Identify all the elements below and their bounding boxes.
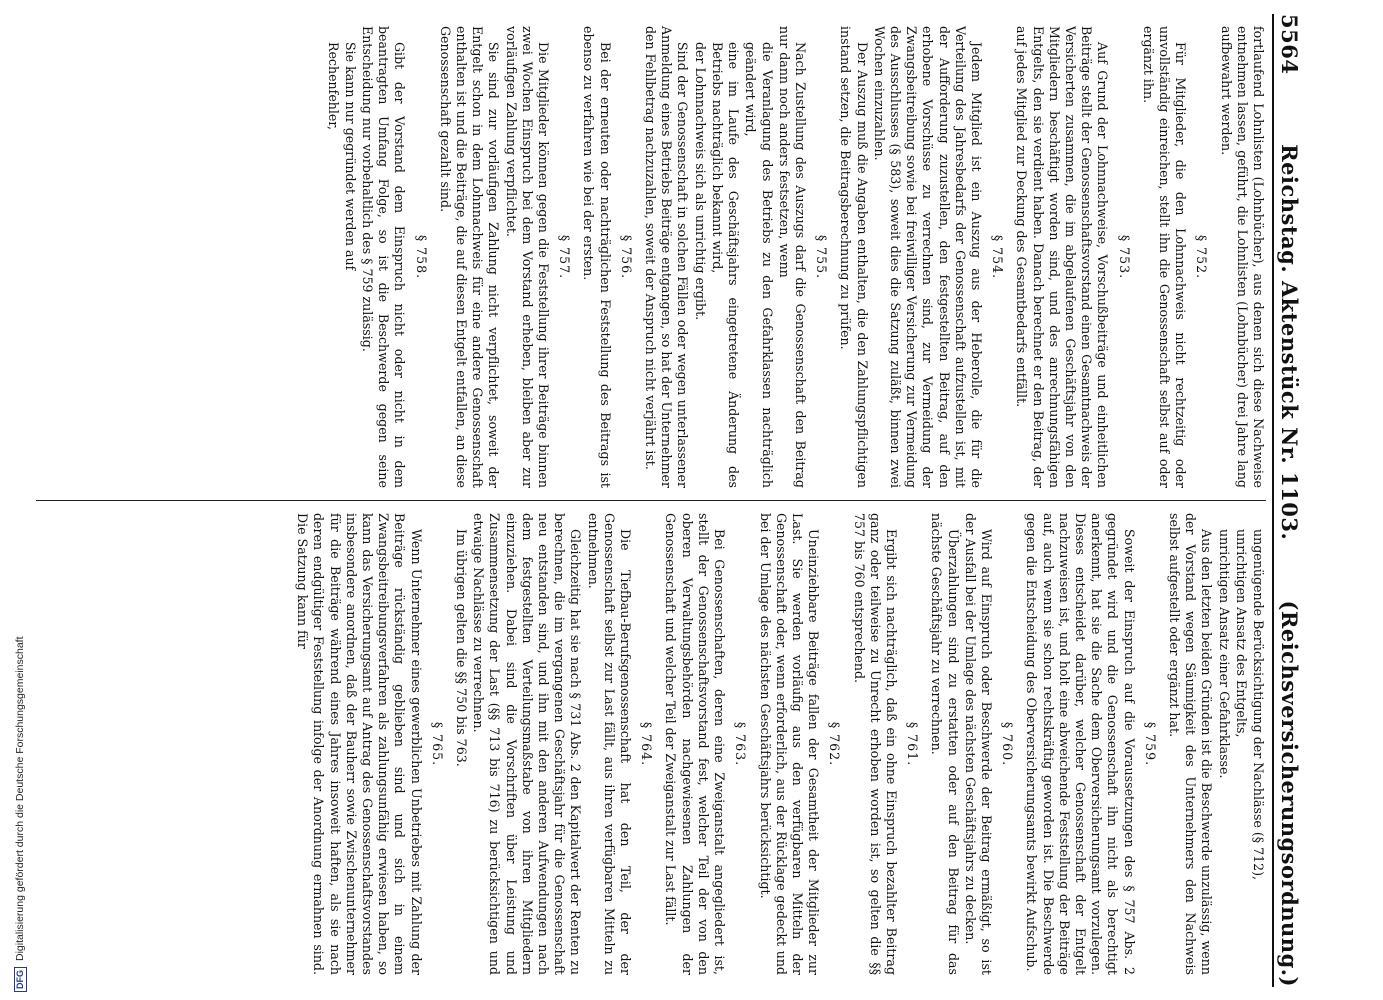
page-number: 5564 <box>1277 14 1302 75</box>
section-heading: § 765. <box>429 721 445 767</box>
paragraph: Wenn Unternehmer eines gewerblichen Unbetriebes mit Zahlung der Beiträge rückständig geblieben sind und sich in einem Zwangsbeitreibungsverfahren als zahlungsunfähig erwiesen haben, so kann das Versicherungsamt auf Antrag des Genossenschaftsvorstandes insbesondere anordnen, daß der Bauherr sowie Zwischenunternehmer für die Beiträge während eines Jahres insoweit haften, als sie nach deren endgültiger Feststellung infolge der Anordnung ermahnen sind. Die Satzung kann für <box>295 513 424 975</box>
paragraph: Ergibt sich nachträglich, daß ein ohne Einspruch bezahlter Beitrag ganz oder teilweise zu Unrecht erhoben worden ist, so gelten die §§ 757 bis 760 entsprechend. <box>851 513 899 975</box>
section-heading: § 761. <box>905 721 921 767</box>
paragraph: Sie kann nur gegründet werden auf <box>342 42 358 271</box>
list-item: unrichtigen Ansatz einer Gefahrklasse. <box>1216 529 1232 779</box>
section-heading: § 757. <box>557 234 573 280</box>
paragraph: Aus den letzten beiden Gründen ist die Beschwerde unzulässig, wenn der Vorstand wegen Säumigkeit des Unternehmers den Nachweis selbst aufgestellt oder ergänzt hat. <box>1166 513 1215 975</box>
footer-text: Digitalisierung gefördert durch die Deutsche Forschungsgemeinschaft <box>14 636 26 961</box>
paragraph: Soweit der Einspruch auf die Voraussetzungen des § 757 Abs. 2 gegründet wird und die Genossenschaft ihn nicht als berechtigt anerkennt, hat sie die Sache dem Oberversicherungsamt vorzulegen. Dieses entscheidet darüber, welcher Genossenschaft der Entgelt nachzuweisen ist, und holt eine abweichende Feststellung der Beiträge auf, auch wenn sie schon rechtskräftig geworden ist. Die Beschwerde gegen die Entscheidung des Oberversicherungsamts bewirkt Aufschub. <box>1024 513 1137 975</box>
section-heading: § 763. <box>733 721 749 767</box>
paragraph: Bei Genossenschaften, deren eine Zweiganstalt angegliedert ist, stellt der Genossenschaftsvorstand fest, welcher Teil der von den oberen Verwaltungsbehörden nachgewiesenen Zahlungen der Genossenschaft und welcher Teil der Zweiganstalt zur Last fällt. <box>663 513 728 975</box>
section-heading: § 762. <box>827 721 843 767</box>
text-columns <box>36 14 1266 987</box>
list-item: ungenügende Berücksichtigung der Nachlässe (§ 712), <box>1251 529 1266 881</box>
paragraph: fortlaufend Lohnlisten (Lohnbücher), aus denen sich diese Nachweise entnehmen lassen, geführt, die Lohnlisten (Lohnbücher) drei Jahre lang aufbewahrt werden. <box>1218 26 1266 488</box>
digitization-footer <box>13 0 27 1000</box>
left-column <box>36 14 1266 500</box>
paragraph: Sie sind zur vorläufigen Zahlung nicht verpflichtet, soweit der Entgelt schon in dem Lohnnachweis für eine andere Genossenschaft enthalten ist und die Beiträge, die auf diesen Entgelt entfallen, an diese Genossenschaft gezahlt sind. <box>437 26 502 488</box>
paragraph: Nach Zustellung des Auszugs darf die Genossenschaft den Beitrag nur dann noch anders festsetzen, wenn <box>776 26 808 488</box>
paragraph: Gleichzeitig hat sie nach § 731 Abs. 2 den Kapitalwert der Renten zu berechnen, die im vergangenen Geschäftsjahr für die Genossenschaft neu entstanden sind, und ihn mit den anderen Aufwendungen nach dem festgestellten Verteilungsmaßstabe von ihren Mitgliedern einzuziehen. Dabei sind die Vorschriften über Leistung und Zusammensetzung der Last (§§ 713 bis 716) zu berücksichtigen und etwaige Nachlässe zu verrechnen. <box>471 513 584 975</box>
paragraph: Auf Grund der Lohnnachweise, Vorschußbeiträge und einheitlichen Beiträge stellt der Genossenschaftsvorstand einen Gesamtnachweis der Versicherten zusammen, die im abgelaufenen Geschäftsjahr von den Mitgliedern beschäftigt worden sind, und des anrechnungsfähigen Entgelts, den sie verdient haben. Danach berechnet er den Beitrag, der auf jedes Mitglied zur Deckung des Gesamtbedarfs entfällt. <box>1014 26 1111 488</box>
paragraph: Jedem Mitglied ist ein Auszug aus der Heberolle, die für die Verteilung des Jahresbedarfs der Genossenschaft aufzustellen ist, mit der Aufforderung zuzustellen, den festgestellten Beitrag, auf den erhobene Vorschüsse zu verrechnen sind, zur Vermeidung der Zwangsbeitreibung sowie bei freiwilliger Versicherung zur Vermeidung des Ausschlusses (§ 583), soweit dies die Satzung zuläßt, binnen zwei Wochen einzuzahlen. <box>871 26 984 488</box>
page-header-right: (Reichsversicherungsordnung.) <box>1277 600 1302 987</box>
page-header-title: Reichstag. Aktenstück Nr. 1103. <box>1277 144 1302 541</box>
paragraph: Bei der erneuten oder nachträglichen Feststellung des Beitrags ist ebenso zu verfahren wie bei der ersten. <box>581 26 613 488</box>
section-heading: § 754. <box>990 234 1006 280</box>
section-heading: § 760. <box>1000 721 1016 767</box>
paragraph: Die Tiefbau-Berufsgenossenschaft hat den Teil, der der Genossenschaft selbst zur Last fällt, aus ihren verfügbaren Mitteln zu entnehmen. <box>585 513 634 975</box>
list-item: die Veranlagung des Betriebs zu den Gefahrklassen nachträglich geändert wird, <box>743 42 775 488</box>
page-header <box>1272 14 1302 987</box>
section-heading: § 759. <box>1142 721 1158 767</box>
paragraph: Gibt der Vorstand dem Einspruch nicht oder nicht in dem beantragten Umfang Folge, so ist die Beschwerde gegen seine Entscheidung nur vorbehaltlich des § 759 zulässig. <box>360 26 408 488</box>
paragraph: Uneinziehbare Beiträge fallen der Gesamtheit der Mitglieder zur Last. Sie werden vorläufig aus den verfügbaren Mitteln der Genossenschaft oder, wenn erforderlich, aus der Rücklage gedeckt und bei der Umlage des nächsten Geschäftsjahrs berücksichtigt. <box>757 513 822 975</box>
paragraph: Für Mitglieder, die den Lohnnachweis nicht rechtzeitig oder unvollständig einreichen, stellt ihn die Genossenschaft selbst auf oder ergänzt ihn. <box>1140 26 1189 488</box>
section-heading: § 755. <box>814 234 830 280</box>
paragraph: Der Auszug muß die Angaben enthalten, die den Zahlungspflichtigen instand setzen, die Beitragsberechnung zu prüfen. <box>838 26 870 488</box>
section-heading: § 756. <box>618 234 634 280</box>
section-heading: § 764. <box>639 721 655 767</box>
paragraph: Wird auf Einspruch oder Beschwerde der Beitrag ermäßigt, so ist der Ausfall bei der Umlage des nächsten Geschäftsjahrs zu decken. <box>962 513 994 975</box>
paragraph: Sind der Genossenschaft in solchen Fällen oder wegen unterlassener Anmeldung eines Betriebs Beiträge entgangen, so hat der Unternehmer den Fehlbetrag nachzuzahlen, soweit der Anspruch nicht verjährt ist. <box>643 26 691 488</box>
paragraph: Überzahlungen sind zu erstatten oder auf den Beitrag für das nächste Geschäftsjahr zu verrechnen. <box>929 513 961 975</box>
document-page <box>12 8 1302 993</box>
section-heading: § 753. <box>1116 234 1132 280</box>
section-heading: § 758. <box>413 234 429 280</box>
list-item: eine im Laufe des Geschäftsjahrs eingetretene Änderung des Betriebs nachträglich bekannt wird, <box>709 42 742 488</box>
list-item: der Lohnnachweis sich als unrichtig ergibt. <box>692 42 708 321</box>
list-item: unrichtigen Ansatz des Entgelts, <box>1233 529 1249 738</box>
dfg-logo: DFG <box>14 967 27 992</box>
paragraph: Im übrigen gelten die §§ 750 bis 763. <box>454 529 470 767</box>
list-item: Rechenfehler, <box>325 42 341 131</box>
right-column <box>36 500 1266 987</box>
paragraph: Die Mitglieder können gegen die Feststellung ihrer Beiträge binnen zwei Wochen Einspruch bei dem Vorstand erheben, bleiben aber zur vorläufigen Zahlung verpflichtet. <box>503 26 552 488</box>
section-heading: § 752. <box>1194 234 1210 280</box>
